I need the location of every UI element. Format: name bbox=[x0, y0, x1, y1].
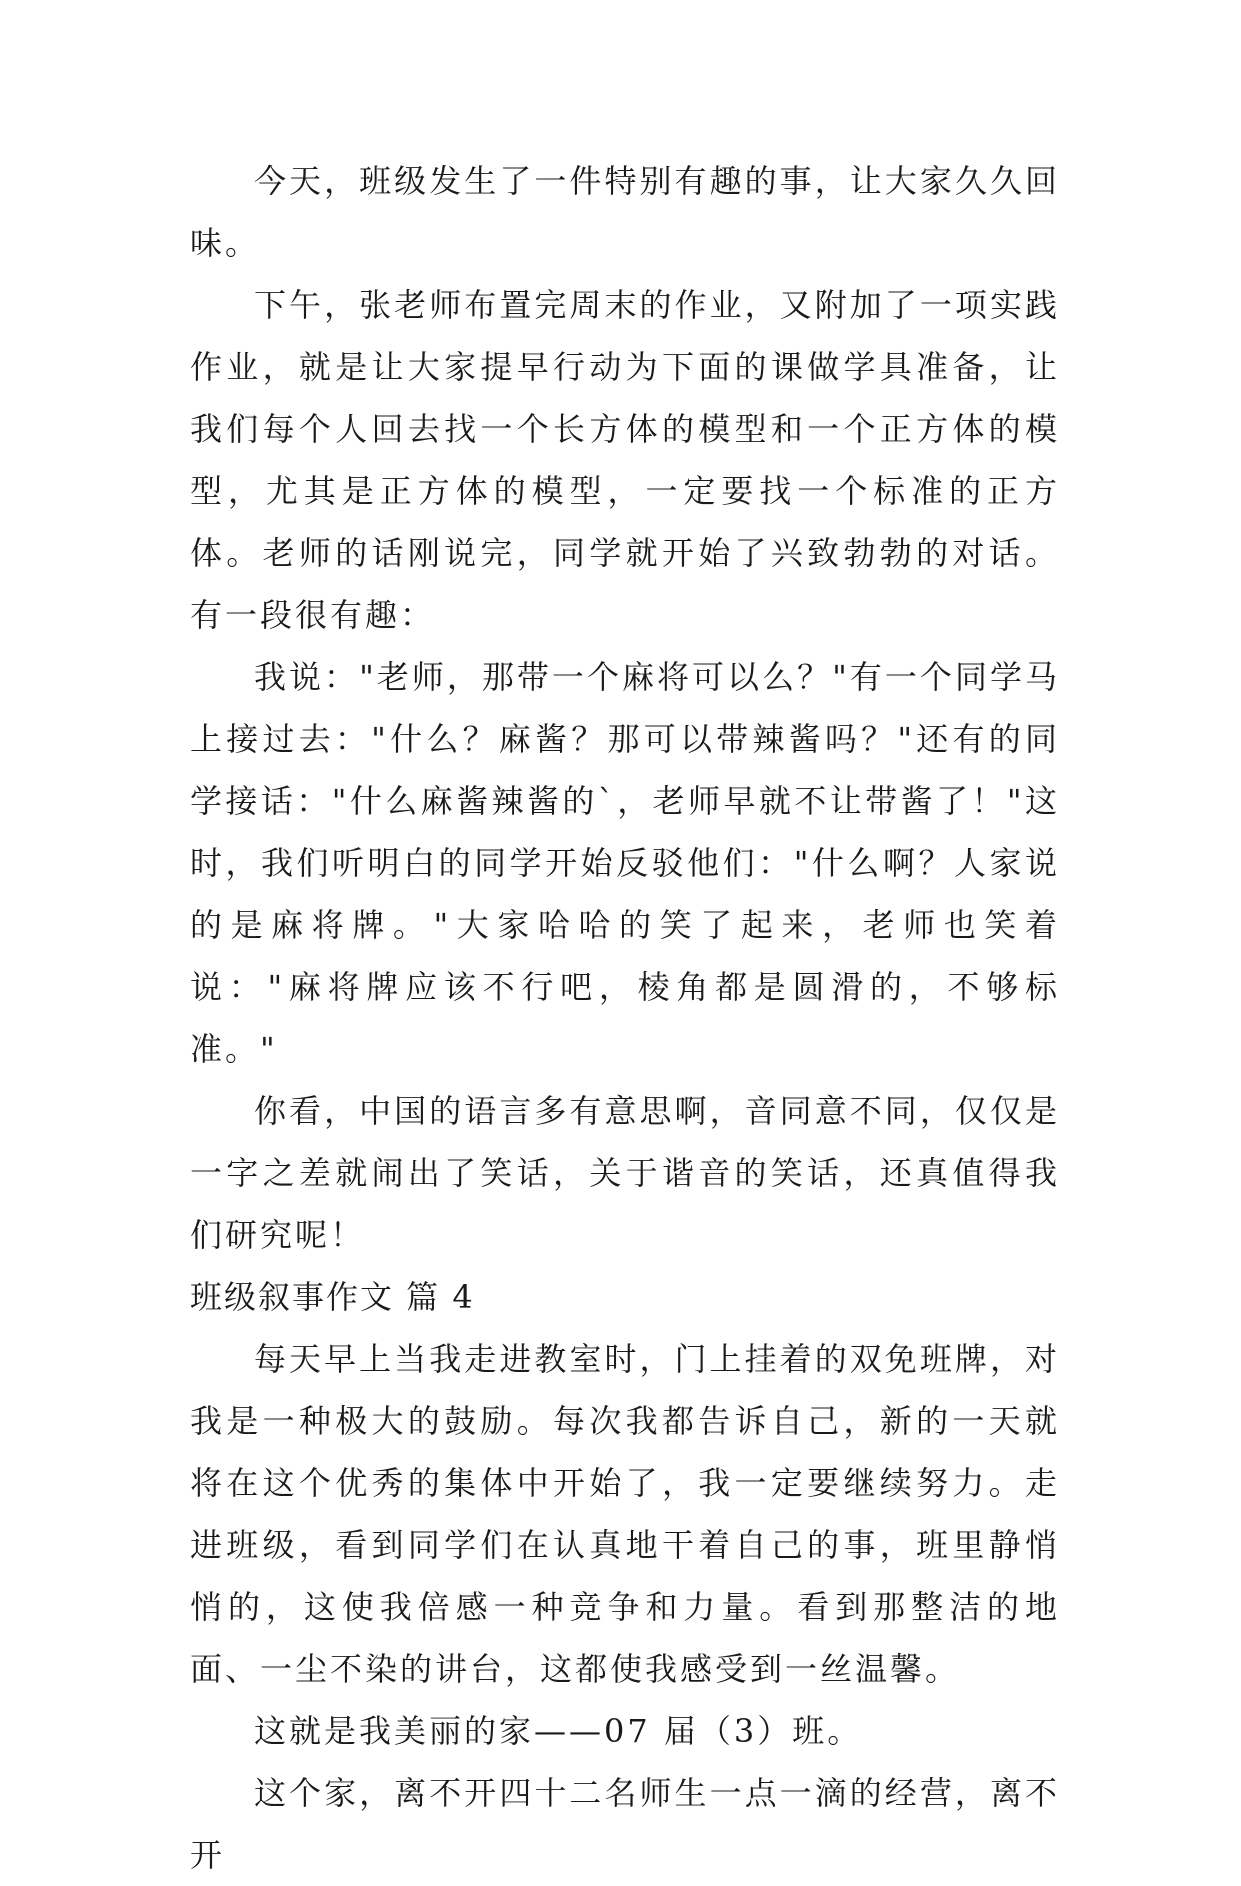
paragraph-6: 这就是我美丽的家——07 届（3）班。 bbox=[254, 1712, 863, 1750]
section-heading: 班级叙事作文 篇 4 bbox=[190, 1278, 475, 1316]
document-body bbox=[190, 150, 1060, 1886]
paragraph-5: 每天早上当我走进教室时，门上挂着的双免班牌，对我是一种极大的鼓励。每次我都告诉自己，新的一天就将在这个优秀的集体中开始了，我一定要继续努力。走进班级，看到同学们在认真地干着自己的事，班里静悄悄的，这使我倍感一种竞争和力量。看到那整洁的地面、一尘不染的讲台，这都使我感受到一丝温馨。 bbox=[190, 1340, 1060, 1688]
paragraph-3: 我说："老师，那带一个麻将可以么？"有一个同学马上接过去："什么？麻酱？那可以带辣酱吗？"还有的同学接话："什么麻酱辣酱的`，老师早就不让带酱了！"这时，我们听明白的同学开始反驳他们："什么啊？人家说的是麻将牌。"大家哈哈的笑了起来，老师也笑着说："麻将牌应该不行吧，棱角都是圆滑的，不够标准。" bbox=[190, 658, 1060, 1068]
paragraph-4: 你看，中国的语言多有意思啊，音同意不同，仅仅是一字之差就闹出了笑话，关于谐音的笑话，还真值得我们研究呢！ bbox=[190, 1092, 1060, 1254]
paragraph-7: 这个家，离不开四十二名师生一点一滴的经营，离不开 bbox=[190, 1774, 1060, 1874]
paragraph-2: 下午，张老师布置完周末的作业，又附加了一项实践作业，就是让大家提早行动为下面的课做学具准备，让我们每个人回去找一个长方体的模型和一个正方体的模型，尤其是正方体的模型，一定要找一个标准的正方体。老师的话刚说完，同学就开始了兴致勃勃的对话。有一段很有趣： bbox=[190, 286, 1060, 634]
paragraph-1: 今天，班级发生了一件特别有趣的事，让大家久久回味。 bbox=[190, 162, 1060, 262]
